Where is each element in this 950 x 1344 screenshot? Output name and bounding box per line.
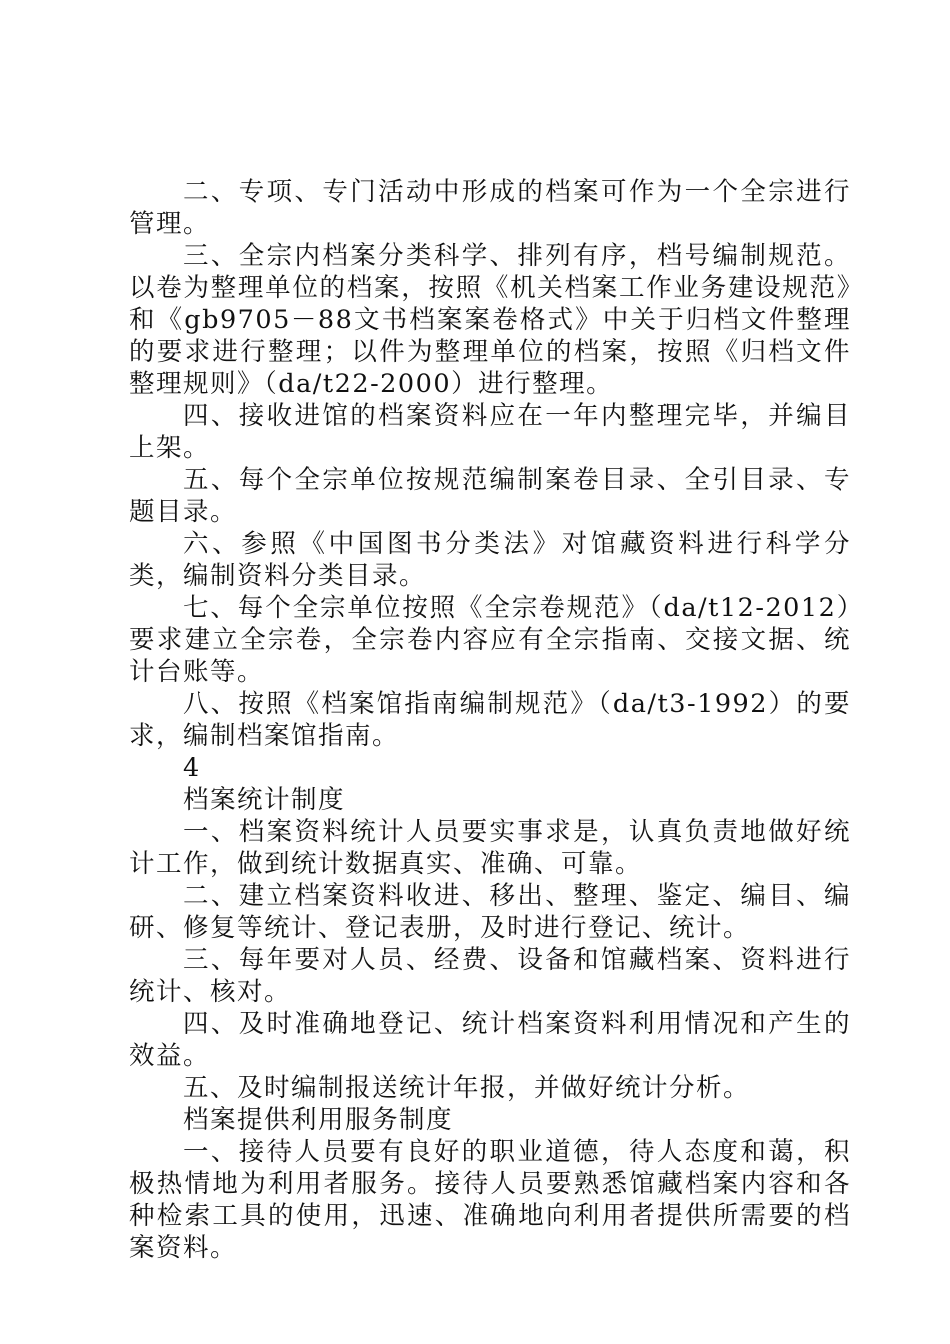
paragraph: 二、建立档案资料收进、移出、整理、鉴定、编目、编研、修复等统计、登记表册，及时进行登记、统计。 <box>129 881 851 943</box>
paragraph: 一、接待人员要有良好的职业道德，待人态度和蔼，积极热情地为利用者服务。接待人员要熟悉馆藏档案内容和各种检索工具的使用，迅速、准确地向利用者提供所需要的档案资料。 <box>129 1137 851 1263</box>
paragraph: 二、专项、专门活动中形成的档案可作为一个全宗进行管理。 <box>129 177 851 239</box>
paragraph: 八、按照《档案馆指南编制规范》（da/t3-1992）的要求，编制档案馆指南。 <box>129 689 851 751</box>
paragraph: 六、参照《中国图书分类法》对馆藏资料进行科学分类，编制资料分类目录。 <box>129 529 851 591</box>
section-title-service: 档案提供利用服务制度 <box>183 1105 454 1135</box>
page-number: 4 <box>183 753 201 783</box>
paragraph: 四、及时准确地登记、统计档案资料利用情况和产生的效益。 <box>129 1009 851 1071</box>
paragraph: 三、全宗内档案分类科学、排列有序，档号编制规范。以卷为整理单位的档案，按照《机关档案工作业务建设规范》和《gb9705－88文书档案案卷格式》中关于归档文件整理的要求进行整理；以件为整理单位的档案，按照《归档文件整理规则》（da/t22-2000）进行整理。 <box>129 241 851 399</box>
section-title-statistics: 档案统计制度 <box>183 785 346 815</box>
paragraph: 七、每个全宗单位按照《全宗卷规范》（da/t12-2012）要求建立全宗卷，全宗卷内容应有全宗指南、交接文据、统计台账等。 <box>129 593 851 687</box>
paragraph: 五、及时编制报送统计年报，并做好统计分析。 <box>183 1073 751 1103</box>
paragraph: 五、每个全宗单位按规范编制案卷目录、全引目录、专题目录。 <box>129 465 851 527</box>
document-body <box>129 176 851 1264</box>
paragraph: 四、接收进馆的档案资料应在一年内整理完毕，并编目上架。 <box>129 401 851 463</box>
paragraph: 三、每年要对人员、经费、设备和馆藏档案、资料进行统计、核对。 <box>129 945 851 1007</box>
paragraph: 一、档案资料统计人员要实事求是，认真负责地做好统计工作，做到统计数据真实、准确、可靠。 <box>129 817 851 879</box>
